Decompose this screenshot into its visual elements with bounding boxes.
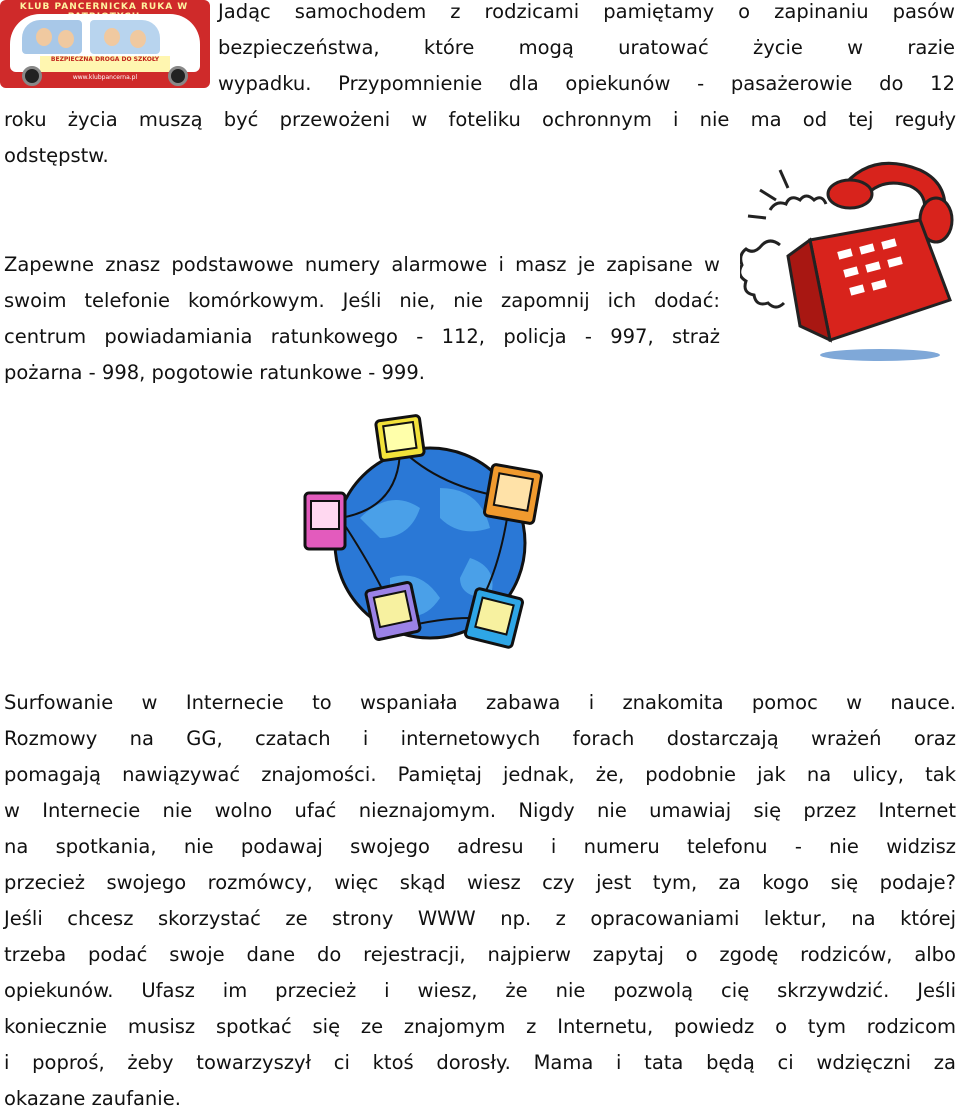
logo-url-text: www.klubpancerna.pl bbox=[72, 74, 138, 81]
text-line: Zapewne znasz podstawowe numery alarmowe i masz je zapisane w bbox=[4, 253, 720, 276]
text-line: trzeba podać swoje dane do rejestracji, najpierw zapytaj o zgodę rodziców, albo bbox=[4, 943, 956, 966]
text-line: Rozmowy na GG, czatach i internetowych forach dostarczają wrażeń oraz bbox=[4, 727, 956, 750]
logo-arc-text: KLUB PANCERNICKA RUKA W bbox=[19, 2, 189, 12]
wheel-icon bbox=[22, 66, 42, 86]
text-line: Surfowanie w Internecie to wspaniała zabawa i znakomita pomoc w nauce. bbox=[4, 691, 956, 714]
text-line: przecież swojego rozmówcy, więc skąd wiesz czy jest tym, za kogo się podaje? bbox=[4, 871, 956, 894]
ring-lines bbox=[748, 170, 788, 218]
computer-bottom-left bbox=[365, 582, 420, 640]
red-telephone-icon bbox=[740, 150, 960, 365]
text-line: centrum powiadamiania ratunkowego - 112, policja - 997, straż bbox=[4, 325, 720, 348]
computer-top bbox=[375, 415, 424, 461]
car-window-right bbox=[90, 20, 160, 54]
paragraph-emergency-numbers bbox=[4, 247, 720, 391]
child-face bbox=[58, 30, 74, 48]
text-line: wypadku. Przypomnienie dla opiekunów - pasażerowie do 12 bbox=[218, 72, 955, 95]
paragraph-internet-safety bbox=[4, 685, 956, 1117]
text-line: swoim telefonie komórkowym. Jeśli nie, nie zapomnij ich dodać: bbox=[4, 289, 720, 312]
phone-body bbox=[788, 220, 950, 340]
text-line: koniecznie musisz spotkać się ze znajomym z Internetu, powiedz o tym rodzicom bbox=[4, 1015, 956, 1038]
text-line: na spotkania, nie podawaj swojego adresu i numeru telefonu - nie widzisz bbox=[4, 835, 956, 858]
paragraph-seatbelts-intro bbox=[218, 0, 955, 102]
text-line: Jadąc samochodem z rodzicami pamiętamy o zapinaniu pasów bbox=[218, 0, 955, 23]
logo-sign-text: BEZPIECZNA DROGA DO SZKOŁY bbox=[40, 56, 170, 72]
text-line: i poproś, żeby towarzyszył ci ktoś dorosły. Mama i tata będą ci wdzięczni za bbox=[4, 1051, 956, 1074]
text-line: bezpieczeństwa, które mogą uratować życie w razie bbox=[218, 36, 955, 59]
computer-right bbox=[484, 464, 542, 524]
child-face bbox=[36, 28, 52, 46]
text-line: odstępstw. bbox=[4, 144, 109, 167]
text-line: okazane zaufanie. bbox=[4, 1087, 181, 1110]
computer-left bbox=[305, 493, 345, 549]
text-line: roku życia muszą być przewożeni w foteliku ochronnym i nie ma od tej reguły bbox=[4, 108, 956, 131]
computer-bottom-right bbox=[465, 588, 524, 648]
text-line: Jeśli chcesz skorzystać ze strony WWW np. z opracowaniami lektur, na której bbox=[4, 907, 956, 930]
wheel-icon bbox=[168, 66, 188, 86]
globe-computers-icon bbox=[300, 408, 560, 658]
text-line: w Internecie nie wolno ufać nieznajomym. Nigdy nie umawiaj się przez Internet bbox=[4, 799, 956, 822]
text-line: pożarna - 998, pogotowie ratunkowe - 999. bbox=[4, 361, 425, 384]
parent-face bbox=[130, 30, 146, 48]
phone-shadow bbox=[820, 349, 940, 361]
text-line: pomagają nawiązywać znajomości. Pamiętaj jednak, że, podobnie jak na ulicy, tak bbox=[4, 763, 956, 786]
club-logo-image bbox=[0, 0, 210, 88]
parent-face bbox=[104, 28, 120, 46]
text-line: opiekunów. Ufasz im przecież i wiesz, że nie pozwolą cię skrzywdzić. Jeśli bbox=[4, 979, 956, 1002]
